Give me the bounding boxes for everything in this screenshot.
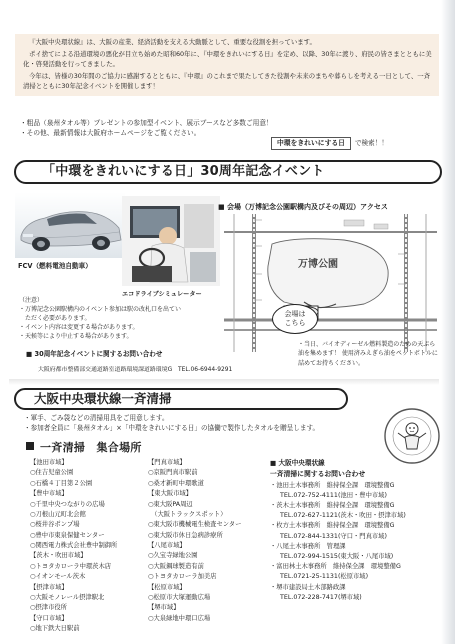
section-divider <box>9 379 439 385</box>
eco-simulator-label: エコドライブシミュレーター <box>122 291 202 298</box>
city-name: 【池田市域】 <box>30 459 68 466</box>
contacts-subtitle: 一斉清掃に関するお問い合わせ <box>270 469 366 478</box>
city-group <box>148 603 264 624</box>
site-item: ○松原市大塚運動広場 <box>148 593 211 601</box>
site-item: ○大阪鋼球製造有前 <box>148 562 204 570</box>
site-item: ○桜井谷ポンプ場 <box>30 521 80 529</box>
venue-map <box>224 214 437 352</box>
caveat-line: ただく必要があります。 <box>19 315 91 322</box>
search-suffix: で検索！！ <box>354 139 388 148</box>
city-name: 【守口市域】 <box>30 614 68 622</box>
site-item: ○豊中市東泉保健センター <box>30 531 105 539</box>
map-park-label: 万博公園 <box>298 259 338 270</box>
site-item: ○東大阪PA周辺 <box>148 500 193 508</box>
site-item: ○石橋４丁目第２公園 <box>30 479 93 487</box>
site-item: ○トヨタカローラ加美店 <box>148 573 217 581</box>
note-website: ・その他、最新情報は大阪府ホームページをご覧ください。 <box>20 128 201 137</box>
city-group <box>30 614 148 635</box>
city-group <box>148 541 264 583</box>
city-name: 【東大阪市域】 <box>148 490 193 498</box>
notes <box>20 119 273 138</box>
site-item: ○トヨタカローラ中環茨木店 <box>30 562 112 570</box>
site-item: ○千里中央つながりの広場 <box>30 500 105 508</box>
city-name: 【松原市域】 <box>148 583 186 591</box>
collection-points-title-text: 一斉清掃 集合場所 <box>40 441 142 454</box>
site-item: ○地下鉄大日駅前 <box>30 625 80 632</box>
note-prizes: ・粗品（泉州タオル等）プレゼントの参加型イベント、展示ブースなど多数ご用意！ <box>20 119 273 127</box>
site-item: ○東大阪市休日急病診療所 <box>148 531 223 539</box>
contact-office: ・堺市建設局土木部路政課 <box>270 583 346 591</box>
city-name: 【豊中市域】 <box>30 490 68 498</box>
site-item: ○久宝寺緑地公園 <box>148 552 198 560</box>
sites-column-1 <box>30 458 148 634</box>
site-item: ○京阪門真市駅前 <box>148 469 198 477</box>
site-item: ○刀根山元町北会館 <box>30 510 86 518</box>
site-item: ○イオンモール茨木 <box>30 573 86 581</box>
cleanup-intro-line-2: ・参加者全員に「泉州タオル」×「中環をきれいにする日」の協働で製作したタオルを贈呈します。 <box>24 424 320 433</box>
site-item: ○関西電力株式会社豊中制御所 <box>30 542 118 549</box>
site-item: ○住吉児童公園 <box>30 469 74 477</box>
map-venue-line1: 会場は <box>284 310 306 318</box>
cleanup-intro <box>24 413 384 433</box>
square-bullet-icon <box>26 442 34 450</box>
contact-office: ・八尾土木事務所 管理課 <box>270 542 346 550</box>
cleanup-intro-line-1: ・軍手、ごみ袋などの清掃用具をご用意します。 <box>24 414 169 422</box>
intro-paragraph-3: 今年は、皆様の30年間のご協力に感謝するとともに、『中環』のこれまで果たしてきた役割や未来のまちや暮らしを考える一日として、一斉清掃とともに30年記念イベントを開催します！ <box>23 71 431 90</box>
contacts-title: ■ 大阪中央環状線 <box>270 459 325 467</box>
map-venue-callout <box>272 304 318 334</box>
oil-collection-note: ・当日、バイオディーゼル燃料製造のための天ぷら油を集めます！ 使用済みえぎら油をペットボトルに詰めてお持ちください。 <box>298 341 438 367</box>
towel-logo <box>383 407 441 465</box>
site-item: ○摂津市役所 <box>30 604 67 612</box>
contact-phone: TEL.072-844-1331(守口・門真市域) <box>280 532 387 540</box>
contact-phone: TEL.072-228-7417(堺市域) <box>280 593 362 601</box>
caveat-line: ・万博記念公園駅構内のイベント参加は駅の改札口を出てい <box>19 306 182 313</box>
contact-office: ・枚方土木事務所 維持保全課 環境整備G <box>270 522 395 530</box>
city-name: 【堺市域】 <box>148 604 180 612</box>
city-group <box>148 583 264 604</box>
contact-phone: TEL.0721-25-1131(松原市域) <box>280 573 369 581</box>
event-inquiry-title: ■ 30周年記念イベントに関するお問い合わせ <box>26 350 163 358</box>
intro-box <box>15 34 439 96</box>
contact-office: ・池田土木事務所 維持保全課 環境整備G <box>270 481 395 489</box>
intro-paragraph-1: 『大阪中央環状線』は、大阪の産業、経済活動を支える大動脈として、重要な役割を担っています。 <box>29 38 316 46</box>
city-group <box>30 551 148 582</box>
site-item: ○大阪モノレール摂津駅北 <box>30 593 105 601</box>
map-venue-line2: こちら <box>284 319 306 328</box>
contact-phone: TEL.072-627-1121(茨木・吹田・摂津市域) <box>280 512 406 520</box>
site-item: ○大泉緑地中環口広場 <box>148 614 211 622</box>
city-name: 【摂津市域】 <box>30 583 68 591</box>
cleanup-contacts <box>270 458 444 603</box>
search-keyword-box: 中環をきれいにする日 <box>271 137 351 150</box>
site-item: （大阪トラックスポット） <box>148 510 227 518</box>
city-name: 【八尾市域】 <box>148 542 186 549</box>
site-item: ○桑才新町中環歌道 <box>148 479 204 487</box>
intro-paragraph-2: ポイ捨てによる沿道環境の悪化が目立ち始めた昭和60年に、『中環をきれいにする日』を定め、以降、30年に渡り、府民の皆さまとともに美化・啓発活動を行ってきました。 <box>23 49 432 68</box>
event-banner: 「中環をきれいにする日」30周年記念イベント <box>14 160 442 184</box>
site-item: ○東大阪市機械電生検査センター <box>148 521 242 529</box>
contact-office: ・茨木土木事務所 維持保全課 環境整備G <box>270 502 395 510</box>
contact-phone: TEL.072-752-4111(池田・豊中市域) <box>280 491 387 499</box>
fcv-car-photo <box>15 192 125 258</box>
contact-phone: TEL.072-994-1515(東大阪・八尾市域) <box>280 552 394 560</box>
city-group <box>30 489 148 551</box>
venue-access-title: ■ 会場（万博記念公園駅構内及びその周辺）アクセス <box>218 203 388 211</box>
city-group <box>30 458 148 489</box>
city-group <box>30 583 148 614</box>
collection-points-title <box>26 440 142 455</box>
caveats <box>19 296 221 341</box>
fcv-label: FCV（燃料電池自動車） <box>18 262 92 270</box>
city-group <box>148 489 264 541</box>
cleanup-banner: 大阪中央環状線一斉清掃 <box>14 388 348 410</box>
event-inquiry-detail: 大阪府都市整備部交通道路室道路環境課道路環境G TEL.06-6944-9291 <box>38 367 233 373</box>
caveat-line: ・天候等により中止する場合があります。 <box>19 333 133 340</box>
caveat-heading: （注意） <box>19 297 44 304</box>
contact-office: ・富田林土木事務所 維持保全課 環境整備G <box>270 563 401 571</box>
eco-drive-simulator-photo <box>122 196 220 286</box>
city-name: 【門真市域】 <box>148 459 186 466</box>
city-group <box>148 458 264 489</box>
city-name: 【茨木・吹田市域】 <box>30 552 87 560</box>
search-callout <box>271 137 388 150</box>
sites-column-2 <box>148 458 264 624</box>
caveat-line: ・イベント内容は変更する場合があります。 <box>19 324 139 331</box>
